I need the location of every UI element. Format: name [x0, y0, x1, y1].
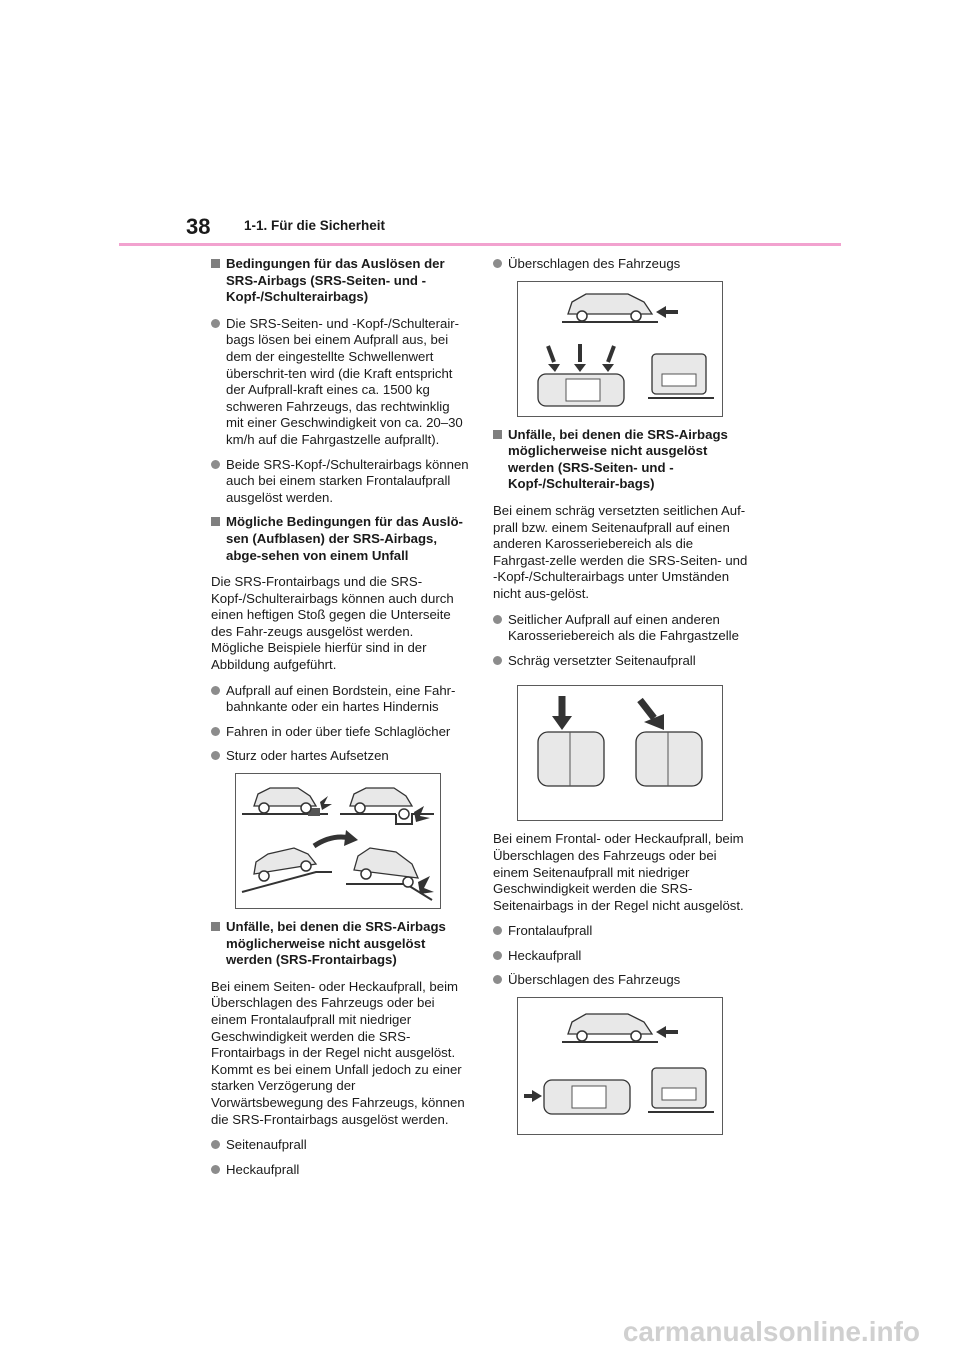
round-bullet-icon: [493, 975, 502, 984]
list-item-text: Sturz oder hartes Aufsetzen: [226, 748, 389, 764]
square-bullet-icon: [211, 922, 220, 931]
page-number: 38: [186, 214, 211, 239]
list-item: [493, 653, 751, 670]
heading-front-airbags-not-deployed: [211, 919, 469, 969]
list-item-text: Heckaufprall: [508, 947, 582, 963]
list-item: [493, 948, 751, 965]
square-bullet-icon: [493, 430, 502, 439]
list-item-text: Frontalaufprall: [508, 923, 593, 939]
list-item-text: Seitenaufprall: [226, 1137, 307, 1153]
paragraph: Bei einem schräg versetzten seitlichen Auf-prall bzw. einem Seitenaufprall auf einen anderen Karosseriebereich als die Fahrgast-zelle werden die SRS-Seiten- und -Kopf-/Schulterairbags unter Umständen nicht aus-gelöst.: [493, 502, 748, 601]
square-bullet-icon: [211, 259, 220, 268]
section-title: 1-1. Für die Sicherheit: [244, 218, 386, 233]
list-item-text: Aufprall auf einen Bordstein, eine Fahr-bahnkante oder ein hartes Hindernis: [226, 682, 456, 715]
heading-text: Bedingungen für das Auslösen der SRS-Airbags (SRS-Seiten- und -Kopf-/Schulterairbags): [226, 256, 445, 305]
round-bullet-icon: [211, 751, 220, 760]
heading-text: Unfälle, bei denen die SRS-Airbags möglicherweise nicht ausgelöst werden (SRS-Seiten- und -Kopf-/Schulterair-bags): [508, 426, 728, 492]
round-bullet-icon: [493, 951, 502, 960]
heading-side-airbags-not-deployed: [493, 427, 751, 493]
list-item-text: Überschlagen des Fahrzeugs: [508, 972, 681, 988]
list-item-text: Überschlagen des Fahrzeugs: [508, 256, 681, 271]
round-bullet-icon: [211, 319, 220, 328]
paragraph: Bei einem Seiten- oder Heckaufprall, beim Überschlagen des Fahrzeugs oder bei einem Frontalaufprall mit niedriger Geschwindigkeit werden die SRS-Frontairbags in der Regel nicht ausgelöst. Kommt es bei einem Unfall jedoch zu einer starken Verzögerung der Vorwärtsbewegung des Fahrzeugs, können die SRS-Frontairbags ausgelöst werden.: [211, 978, 465, 1127]
paragraph: Bei einem Frontal- oder Heckaufprall, beim Überschlagen des Fahrzeugs oder bei einem Seitenaufprall mit niedriger Geschwindigkeit werden die SRS-Seitenairbags in der Regel nicht ausgelöst.: [493, 831, 744, 913]
list-item-text: Heckaufprall: [226, 1161, 300, 1177]
list-item: [211, 748, 469, 765]
illustration-underbody-impacts: [235, 773, 441, 909]
square-bullet-icon: [211, 517, 220, 526]
watermark: carmanualsonline.info: [622, 1316, 920, 1347]
round-bullet-icon: [211, 686, 220, 695]
round-bullet-icon: [493, 926, 502, 935]
right-column: [493, 256, 751, 1145]
header-rule: [119, 243, 841, 246]
round-bullet-icon: [211, 1165, 220, 1174]
list-item: [211, 683, 469, 716]
round-bullet-icon: [493, 615, 502, 624]
round-bullet-icon: [211, 460, 220, 469]
heading-side-airbag-conditions: [211, 256, 469, 306]
list-item-text: Beide SRS-Kopf-/Schulterairbags können auch bei einem starken Frontalaufprall ausgelöst werden.: [226, 456, 469, 505]
round-bullet-icon: [493, 259, 502, 268]
left-column: [211, 256, 469, 1186]
heading-non-accident-conditions: [211, 514, 469, 564]
list-item-text: Fahren in oder über tiefe Schlaglöcher: [226, 723, 451, 739]
illustration-rollover-side-top: [517, 281, 723, 417]
list-item: [211, 1137, 469, 1154]
list-item: [493, 256, 751, 273]
round-bullet-icon: [211, 727, 220, 736]
list-item: [211, 724, 469, 741]
list-item: [493, 972, 751, 989]
list-item-text: Die SRS-Seiten- und -Kopf-/Schulterair-bags lösen bei einem Aufprall aus, bei dem der eingestellte Schwellenwert überschrit-ten wird (die Kraft entspricht der Aufprall-kraft eines ca. 1500 kg schweren Fahrzeugs, das rechtwinklig mit einer Geschwindigkeit von ca. 20–30 km/h auf die Fahrgastzelle aufprallt).: [226, 315, 463, 447]
heading-text: Unfälle, bei denen die SRS-Airbags möglicherweise nicht ausgelöst werden (SRS-Frontairbags): [226, 919, 446, 968]
heading-text: Mögliche Bedingungen für das Auslö-sen (Aufblasen) der SRS-Airbags, abge-sehen von einem Unfall: [226, 514, 463, 563]
list-item: [211, 1162, 469, 1179]
list-item-text: Schräg versetzter Seitenaufprall: [508, 652, 696, 668]
list-item: [211, 457, 469, 507]
list-item: [493, 923, 751, 940]
list-item-text: Seitlicher Aufprall auf einen anderen Karosseriebereich als die Fahrgastzelle: [508, 611, 739, 644]
illustration-oblique-side-impact: [517, 685, 723, 821]
list-item: [211, 316, 469, 449]
round-bullet-icon: [211, 1140, 220, 1149]
round-bullet-icon: [493, 656, 502, 665]
illustration-front-rear-rollover: [517, 997, 723, 1135]
paragraph: Die SRS-Frontairbags und die SRS-Kopf-/Schulterairbags können auch durch einen heftigen Stoß gegen die Unterseite des Fahr-zeugs ausgelöst werden. Mögliche Beispiele hierfür sind in der Abbildung aufgeführt.: [211, 574, 454, 673]
list-item: [493, 612, 751, 645]
